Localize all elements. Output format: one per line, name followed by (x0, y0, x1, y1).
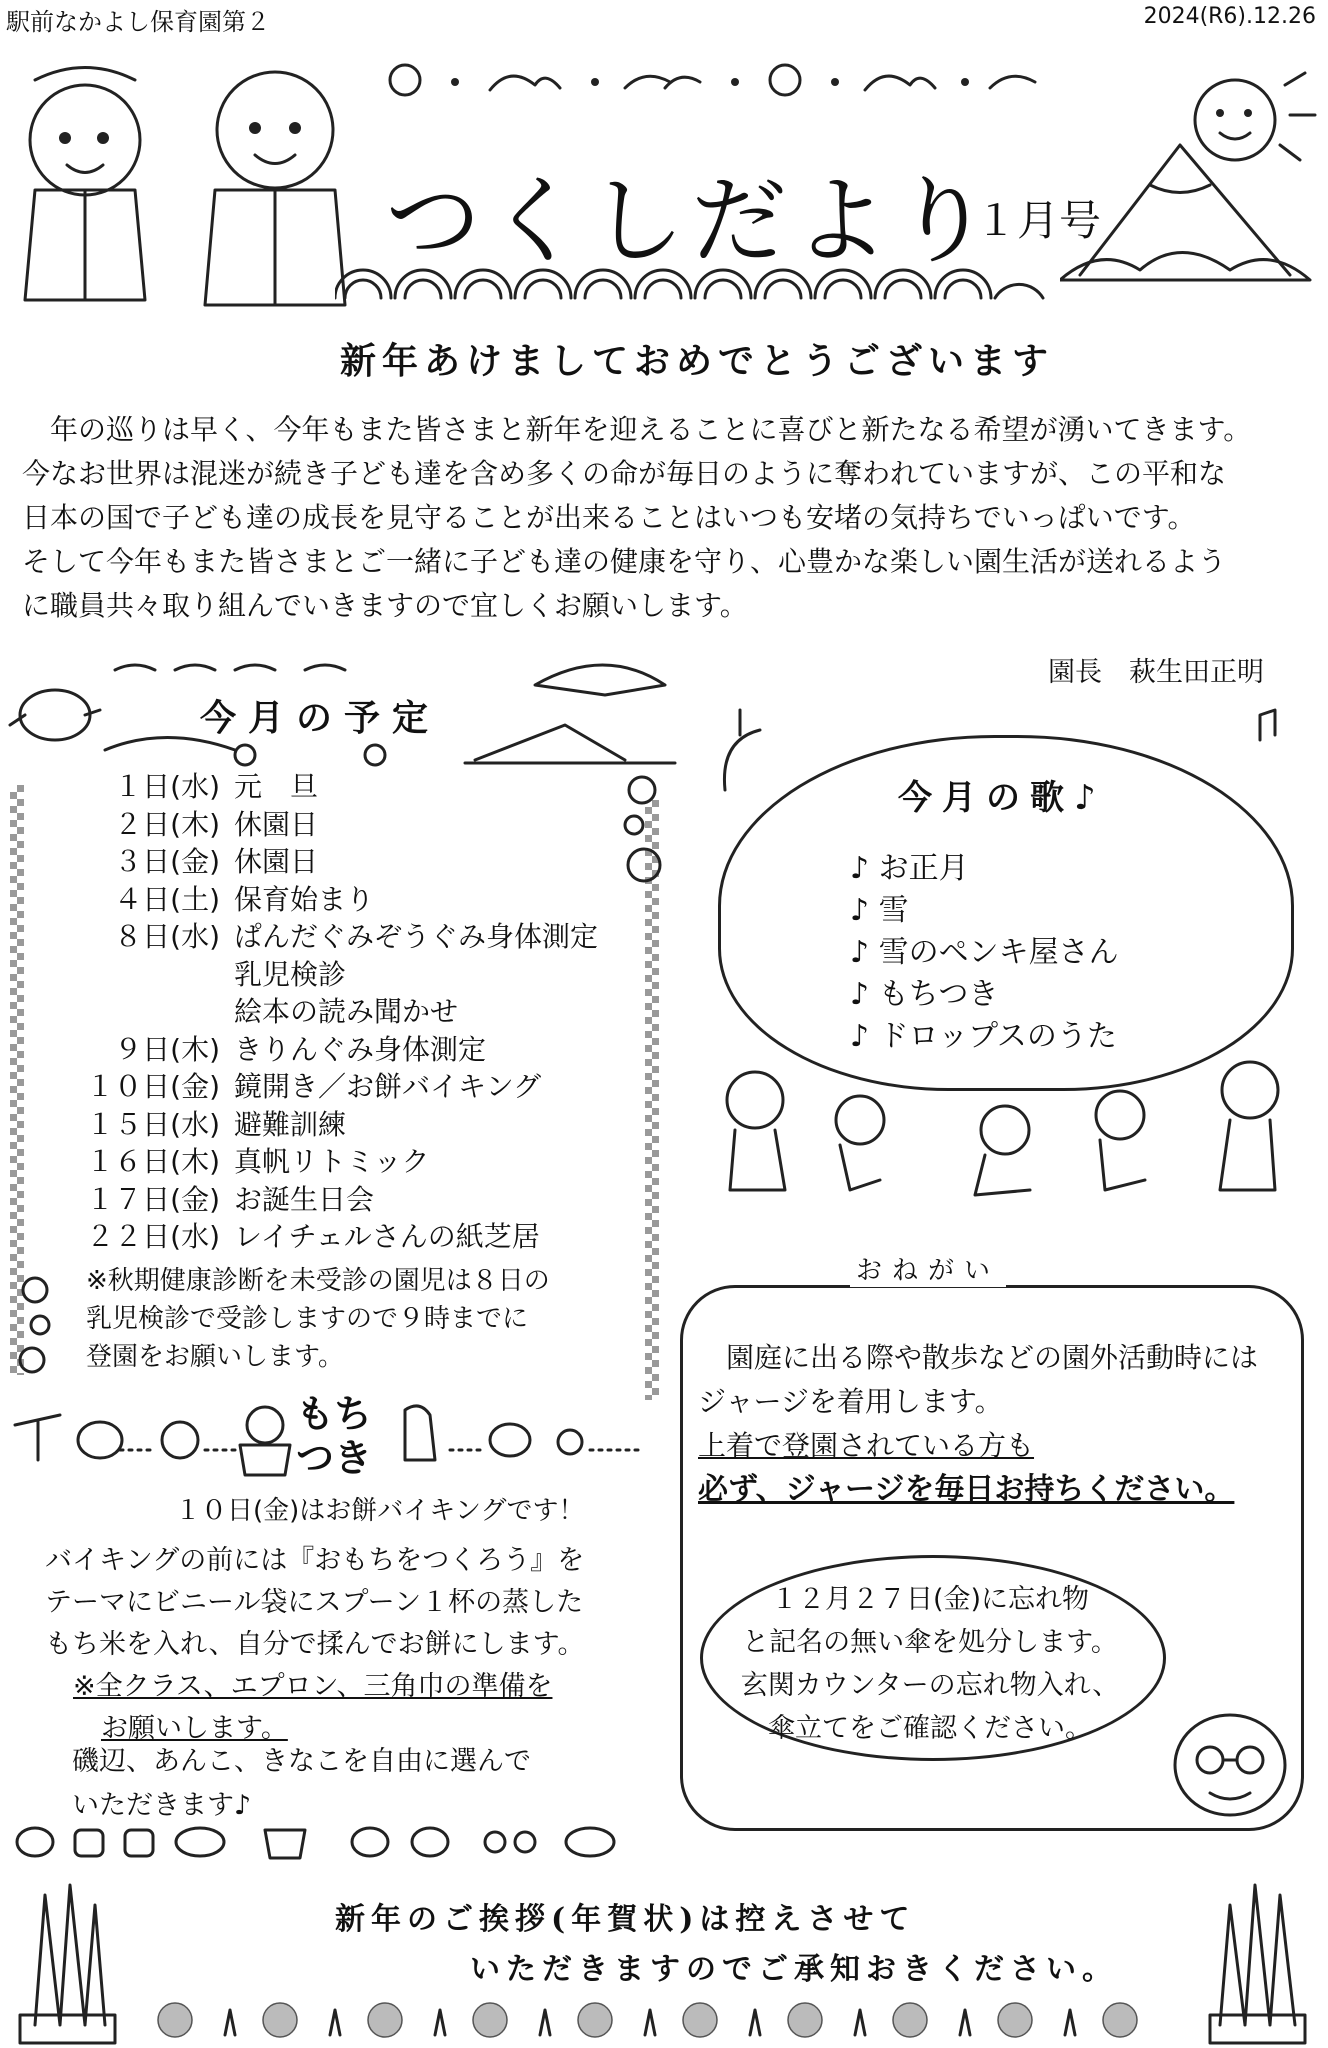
issue-number: １月号 (975, 196, 1102, 245)
song-item: ♪ もちつき (850, 977, 999, 1012)
schedule-event: 休園日 (234, 807, 319, 841)
lost-items-notice (730, 1578, 1130, 1750)
mochi-line: もち米を入れ、自分で揉んでお餅にします。 (45, 1629, 585, 1660)
greeting-paragraph (22, 408, 1322, 628)
schedule-date: １日(水) (114, 770, 220, 803)
schedule-event: 避難訓練 (234, 1107, 347, 1141)
schedule-date: ２２日(水) (86, 1220, 220, 1253)
mochi-heading (296, 1392, 372, 1480)
note-line: 登園をお願いします。 (86, 1342, 344, 1372)
song-list (850, 848, 1119, 1058)
mochi-line: テーマにビニール袋にスプーン１杯の蒸した (45, 1587, 584, 1618)
schedule-date: １０日(金) (86, 1070, 220, 1103)
schedule-date: １５日(水) (86, 1107, 220, 1141)
schedule-event: 休園日 (234, 845, 319, 878)
newsletter-title: つくしだより (385, 165, 997, 277)
schedule-row (60, 1181, 660, 1219)
schedule-row (60, 806, 660, 844)
song-item: ♪ 雪 (850, 893, 909, 928)
schedule-row (60, 1068, 660, 1106)
mochi-intro: １０日(金)はお餅バイキングです！ (175, 1496, 585, 1526)
mochi-body (45, 1540, 625, 1750)
grandpa-face-illustration (1160, 1705, 1300, 1825)
request-label: おねがい (850, 1250, 1006, 1287)
greeting-line: 今なお世界は混迷が続き子ども達を含め多くの命が毎日のように奪われていますが、この平和な (22, 457, 1227, 490)
lost-items-line: １２月２７日(金)に忘れ物 (770, 1584, 1090, 1615)
footer-line: 新年のご挨拶(年賀状)は控えさせて (335, 1902, 916, 1937)
schedule-row (60, 881, 660, 919)
mochi-end-line: 磯辺、あんこ、きなこを自由に選んで (72, 1746, 531, 1777)
greeting-line: そして今年もまた皆さまとご一緒に子ども達の健康を守り、心豊かな楽しい園生活が送れるよう (22, 545, 1227, 578)
schedule-event: 真帆リトミック (234, 1145, 430, 1178)
school-name: 駅前なかよし保育園第２ (6, 8, 270, 36)
schedule-event: 元 旦 (234, 770, 319, 803)
lost-items-line: 傘立てをご確認ください。 (768, 1713, 1092, 1744)
songs-heading: 今月の歌♪ (898, 778, 1106, 818)
mochi-heading-line: もち (296, 1392, 373, 1436)
schedule-event: ぱんだぐみぞうぐみ身体測定 (234, 920, 599, 953)
request-strong-line: 必ず、ジャージを毎日お持ちください。 (698, 1472, 1235, 1507)
lost-items-line: と記名の無い傘を処分します。 (742, 1627, 1118, 1658)
wave-ornament (335, 262, 1045, 300)
note-line: ※秋期健康診断を未受診の園児は８日の (86, 1266, 550, 1296)
food-ornament-row (5, 1820, 645, 1865)
schedule-row (60, 1143, 660, 1181)
greeting-line: に職員共々取り組んでいきますので宜しくお願いします。 (22, 589, 748, 622)
schedule-date: ４日(土) (114, 882, 220, 916)
schedule-date (60, 993, 234, 1031)
plum-flower-icon (10, 1270, 60, 1380)
schedule-row (60, 1031, 660, 1069)
note-line: 乳児検診で受診しますので９時までに (86, 1304, 529, 1334)
schedule-event: 保育始まり (234, 882, 375, 916)
schedule-event: 乳児検診 (234, 957, 347, 991)
mochi-line: バイキングの前には『おもちをつくろう』を (45, 1545, 585, 1576)
schedule-row (60, 768, 660, 806)
schedule-row (60, 993, 660, 1031)
jersey-request (698, 1336, 1298, 1512)
schedule-date: １６日(木) (86, 1145, 220, 1178)
footer-flower-row (150, 1995, 1180, 2040)
request-line: 園庭に出る際や散歩などの園外活動時には (698, 1341, 1259, 1374)
schedule-date: ８日(水) (114, 920, 220, 953)
schedule-date: １７日(金) (86, 1182, 220, 1216)
schedule-date: ９日(木) (114, 1032, 220, 1066)
mochi-toppings (72, 1740, 531, 1828)
greeting-line: 年の巡りは早く、今年もまた皆さまと新年を迎えることに喜びと新たなる希望が湧いてきます。 (22, 413, 1252, 446)
new-year-greeting-heading: 新年あけましておめでとうございます (340, 340, 1055, 382)
apron-note-line: ※全クラス、エプロン、三角巾の準備を (73, 1671, 553, 1702)
schedule-event: 鏡開き／お餅バイキング (234, 1070, 542, 1103)
kadomatsu-left-illustration (5, 1875, 125, 2045)
song-item: ♪ ドロップスのうた (850, 1019, 1117, 1054)
schedule-event: 絵本の読み聞かせ (234, 995, 459, 1028)
song-item: ♪ 雪のペンキ屋さん (850, 935, 1119, 970)
schedule-event: お誕生日会 (234, 1182, 375, 1216)
schedule-row (60, 1218, 660, 1256)
greeting-line: 日本の国で子ども達の成長を見守ることが出来ることはいつも安堵の気持ちでいっぱいです。 (22, 501, 1196, 534)
mount-fuji-sun-illustration (1060, 65, 1320, 295)
top-ornament-row (365, 60, 1045, 100)
schedule-heading: 今月の予定 (200, 698, 441, 739)
principal-signature: 園長 萩生田正明 (1048, 657, 1264, 688)
schedule-row (60, 956, 660, 994)
mochi-heading-line: つき (296, 1436, 373, 1480)
schedule-date: ３日(金) (114, 845, 220, 878)
kadomatsu-right-illustration (1200, 1875, 1320, 2045)
schedule-row (60, 918, 660, 956)
song-item: ♪ お正月 (850, 851, 969, 886)
lost-items-line: 玄関カウンターの忘れ物入れ、 (740, 1670, 1120, 1701)
apron-note-line: お願いします。 (101, 1713, 288, 1744)
request-line: ジャージを着用します。 (698, 1385, 1003, 1418)
schedule-date (60, 956, 234, 994)
request-underlined-line: 上着で登園されている方も (698, 1429, 1035, 1462)
new-year-card-notice (335, 1895, 1118, 1995)
footer-line: いただきますのでご承知おきください。 (470, 1952, 1118, 1987)
schedule-event: きりんぐみ身体測定 (234, 1032, 487, 1066)
mochi-end-line: いただきます♪ (72, 1790, 252, 1821)
issue-date: 2024(R6).12.26 (1143, 4, 1316, 29)
schedule-row (60, 1106, 660, 1144)
kids-kimono-illustration (5, 60, 375, 310)
schedule-event: レイチェルさんの紙芝居 (234, 1220, 540, 1253)
health-check-note (86, 1262, 626, 1376)
schedule-list (60, 768, 660, 1256)
schedule-row (60, 843, 660, 881)
schedule-date: ２日(木) (114, 807, 220, 841)
